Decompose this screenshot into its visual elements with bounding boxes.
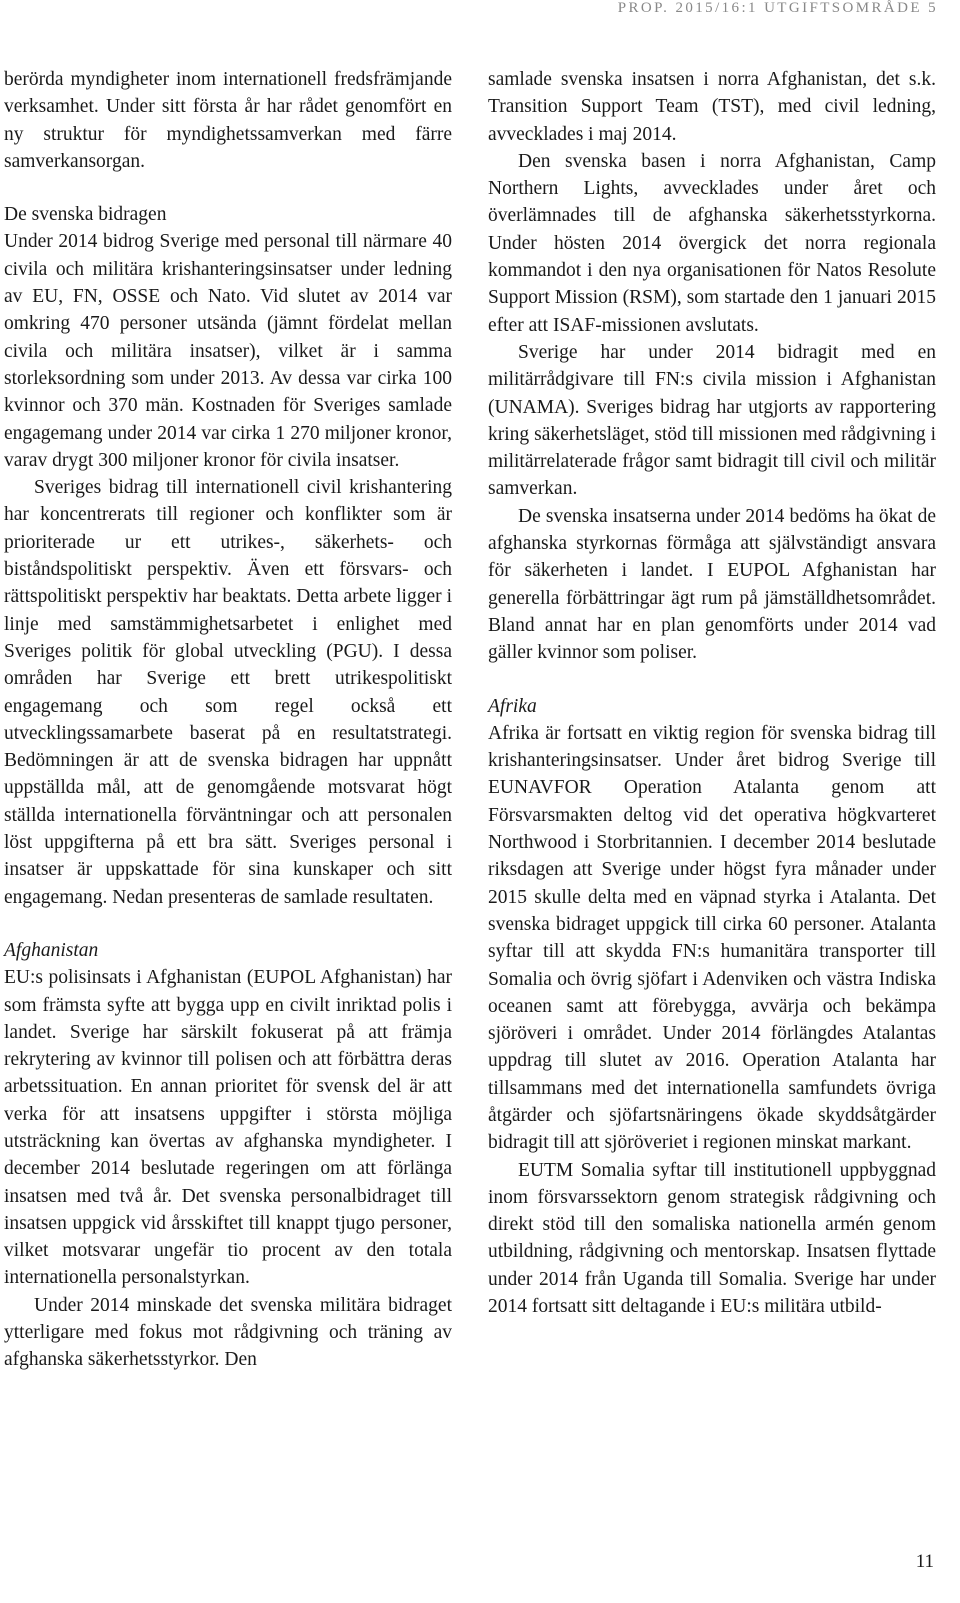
paragraph-eupol: EU:s polisinsats i Afghanistan (EUPOL Afghanistan) har som främsta syfte att bygga upp en civilt inriktad polis i landet. Sverige har särskilt fokuserat på att främja rekrytering av kvinnor till polisen och att förbättra deras arbetssituation. En annan prioritet för svensk del är att verka för att insatsens uppgifter i största möjliga utsträckning kan övertas av afghanska myndigheter. I december 2014 beslutade regeringen om att förlänga insatsen med två år. Det svenska personalbidraget till insatsen uppgick vid årsskiftet till knappt tjugo personer, vilket motsvarar ungefär tio procent av den totala internationella personalstyrkan. (4, 967, 452, 1289)
paragraph-camp-northern-lights: Den svenska basen i norra Afghanistan, Camp Northern Lights, avvecklades under året och överlämnades till de afghanska säkerhetsstyrkorna. Under hösten 2014 övergick det norra regionala kommandot i den nya organisationen för Natos Resolute Support Mission (RSM), som startade den 1 januari 2015 efter att ISAF-missionen avslutats. (488, 150, 936, 336)
paragraph-militara-bidraget: Under 2014 minskade det svenska militära bidraget ytterligare med fokus mot rådgivning och träning av afghanska säkerhetsstyrkor. Den (4, 1294, 452, 1371)
right-column (488, 66, 936, 1320)
page-number: 11 (915, 1551, 934, 1572)
running-head: PROP. 2015/16:1 UTGIFTSOMRÅDE 5 (617, 0, 938, 16)
subheading-afghanistan: Afghanistan (4, 939, 99, 961)
paragraph-bedomning: De svenska insatserna under 2014 bedöms ha ökat de afghanska styrkornas förmåga att självständigt ansvara för säkerheten i landet. I EUPOL Afghanistan har generella förbättringar ägt rum på jämställdhetsområdet. Bland annat har en plan genomförts under 2014 vad gäller kvinnor som poliser. (488, 505, 936, 664)
paragraph-civil-krishantering: Sveriges bidrag till internationell civil krishantering har koncentrerats till regioner och konflikter som är prioriterade ur ett utrikes-, säkerhets- och biståndspolitiskt perspektiv. Även ett försvars- och rättspolitiskt perspektiv har beaktats. Detta arbete ligger i linje med samstämmighetsarbetet i enlighet med Sveriges politik för global utveckling (PGU). I dessa områden har Sverige ett brett utrikespolitiskt engagemang och som regel också ett utvecklingssamarbete baserat på en resultatstrategi. Bedömningen är att de svenska bidragen har uppnått uppställda mål, att de genomgående motsvarat högt ställda internationella förväntningar och att personalen löst uppgifterna på ett bra sätt. Sveriges personal i insatser är uppskattade för sina kunskaper och sitt engagemang. Nedan presenteras de samlade resultaten. (4, 477, 452, 908)
left-column (4, 66, 452, 1374)
paragraph-atalanta: Afrika är fortsatt en viktig region för svenska bidrag till krishanteringsinsatser. Under året bidrog Sverige till EUNAVFOR Operation Atalanta genom att Försvarsmakten deltog vid det operativa högkvarteret Northwood i Storbritannien. I december 2014 beslutade riksdagen att Sverige under högst fyra månader under 2015 skulle delta med en väpnad styrka i Atalanta. Det svenska bidraget uppgick till cirka 60 personer. Atalanta syftar till att skydda FN:s humanitära transporter till Somalia och övrig sjöfart i Adenviken och västra Indiska oceanen samt att förebygga, avvärja och bekämpa sjöröveri i området. Under 2014 förlängdes Atalantas uppdrag till slutet av 2016. Operation Atalanta har tillsammans med det internationella samfundets övriga åtgärder och sjöfartsnäringens ökade skyddsåtgärder bidragit till att sjöröveriet i regionen minskat markant. (488, 722, 936, 1154)
paragraph-unama: Sverige har under 2014 bidragit med en militärrådgivare till FN:s civila mission i Afghanistan (UNAMA). Sveriges bidrag har utgjorts av rapportering kring säkerhetsläget, stöd till missionen med rådgivning i militärrelaterade frågor samt bidragit till civil och militär samverkan. (488, 341, 936, 500)
paragraph-intro: berörda myndigheter inom internationell fredsfrämjande verksamhet. Under sitt första år har rådet genomfört en ny struktur för myndighetssamverkan med färre samverkansorgan. (4, 69, 452, 172)
subheading-afrika: Afrika (488, 695, 537, 717)
paragraph-bidragen: Under 2014 bidrog Sverige med personal till närmare 40 civila och militära krishanteringsinsatser under ledning av EU, FN, OSSE och Nato. Vid slutet av 2014 var omkring 470 personer utsända (jämnt fördelat mellan civila och militära insatser), vilket är i samma storleksordning som under 2013. Av dessa var cirka 100 kvinnor och 370 män. Kostnaden för Sveriges samlade engagemang under 2014 var cirka 1 270 miljoner kronor, varav drygt 300 miljoner kronor för civila insatser. (4, 231, 452, 471)
paragraph-tst: samlade svenska insatsen i norra Afghanistan, det s.k. Transition Support Team (TST), med civil ledning, avvecklades i maj 2014. (488, 69, 936, 145)
section-heading-bidragen: De svenska bidragen (4, 204, 167, 226)
paragraph-eutm-somalia: EUTM Somalia syftar till institutionell uppbyggnad inom försvarssektorn genom strategisk rådgivning och direkt stöd till den somaliska nationella armén genom utbildning, rådgivning och mentorskap. Insatsen flyttade under 2014 från Uganda till Somalia. Sverige har under 2014 fortsatt sitt deltagande i EU:s militära utbild- (488, 1159, 936, 1318)
